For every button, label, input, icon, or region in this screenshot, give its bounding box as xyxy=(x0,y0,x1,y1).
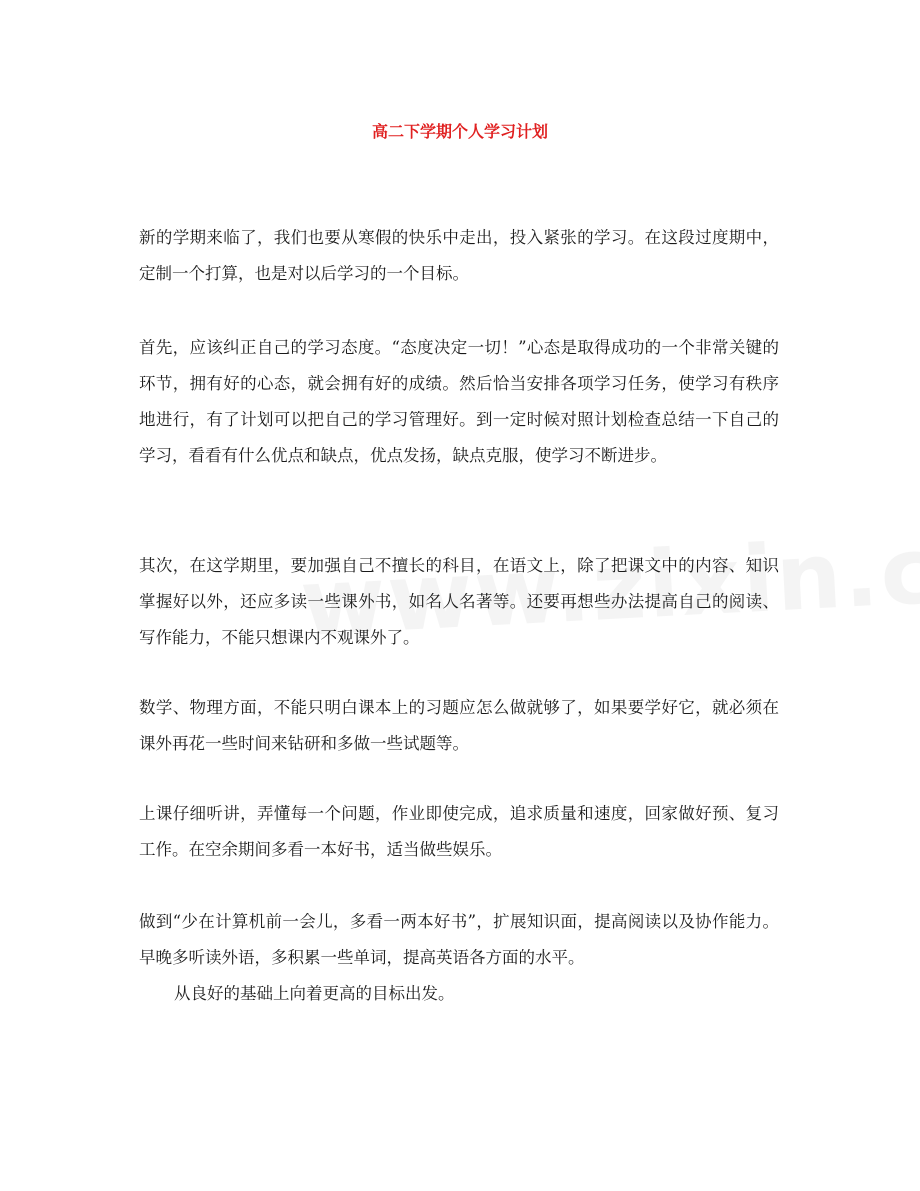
paragraph-intro: 新的学期来临了，我们也要从寒假的快乐中走出，投入紧张的学习。在这段过度期中，定制一个打算，也是对以后学习的一个目标。 xyxy=(139,228,779,283)
paragraph-class-habits: 上课仔细听讲，弄懂每一个问题，作业即使完成，追求质量和速度，回家做好预、复习工作。在空余期间多看一本好书，适当做些娱乐。 xyxy=(139,804,779,859)
paragraph-reading: 做到“少在计算机前一会儿，多看一两本好书”，扩展知识面，提高阅读以及协作能力。早晚多听读外语，多积累一些单词，提高英语各方面的水平。 xyxy=(139,912,779,967)
paragraph-math-physics: 数学、物理方面，不能只明白课本上的习题应怎么做就够了，如果要学好它，就必须在课外再花一些时间来钻研和多做一些试题等。 xyxy=(139,698,779,753)
paragraph-conclusion: 从良好的基础上向着更高的目标出发。 xyxy=(174,984,455,1003)
paragraph-attitude: 首先，应该纠正自己的学习态度。“态度决定一切！”心态是取得成功的一个非常关键的环节，拥有好的心态，就会拥有好的成绩。然后恰当安排各项学习任务，使学习有秩序地进行，有了计划可以把自己的学习管理好。到一定时候对照计划检查总结一下自己的学习，看看有什么优点和缺点，优点发扬，缺点克服，使学习不断进步。 xyxy=(139,338,779,465)
paragraph-weak-subjects: 其次，在这学期里，要加强自己不擅长的科目，在语文上，除了把课文中的内容、知识掌握好以外，还应多读一些课外书，如名人名著等。还要再想些办法提高自己的阅读、写作能力，不能只想课内不观课外了。 xyxy=(139,556,779,647)
document-title: 高二下学期个人学习计划 xyxy=(371,122,548,141)
